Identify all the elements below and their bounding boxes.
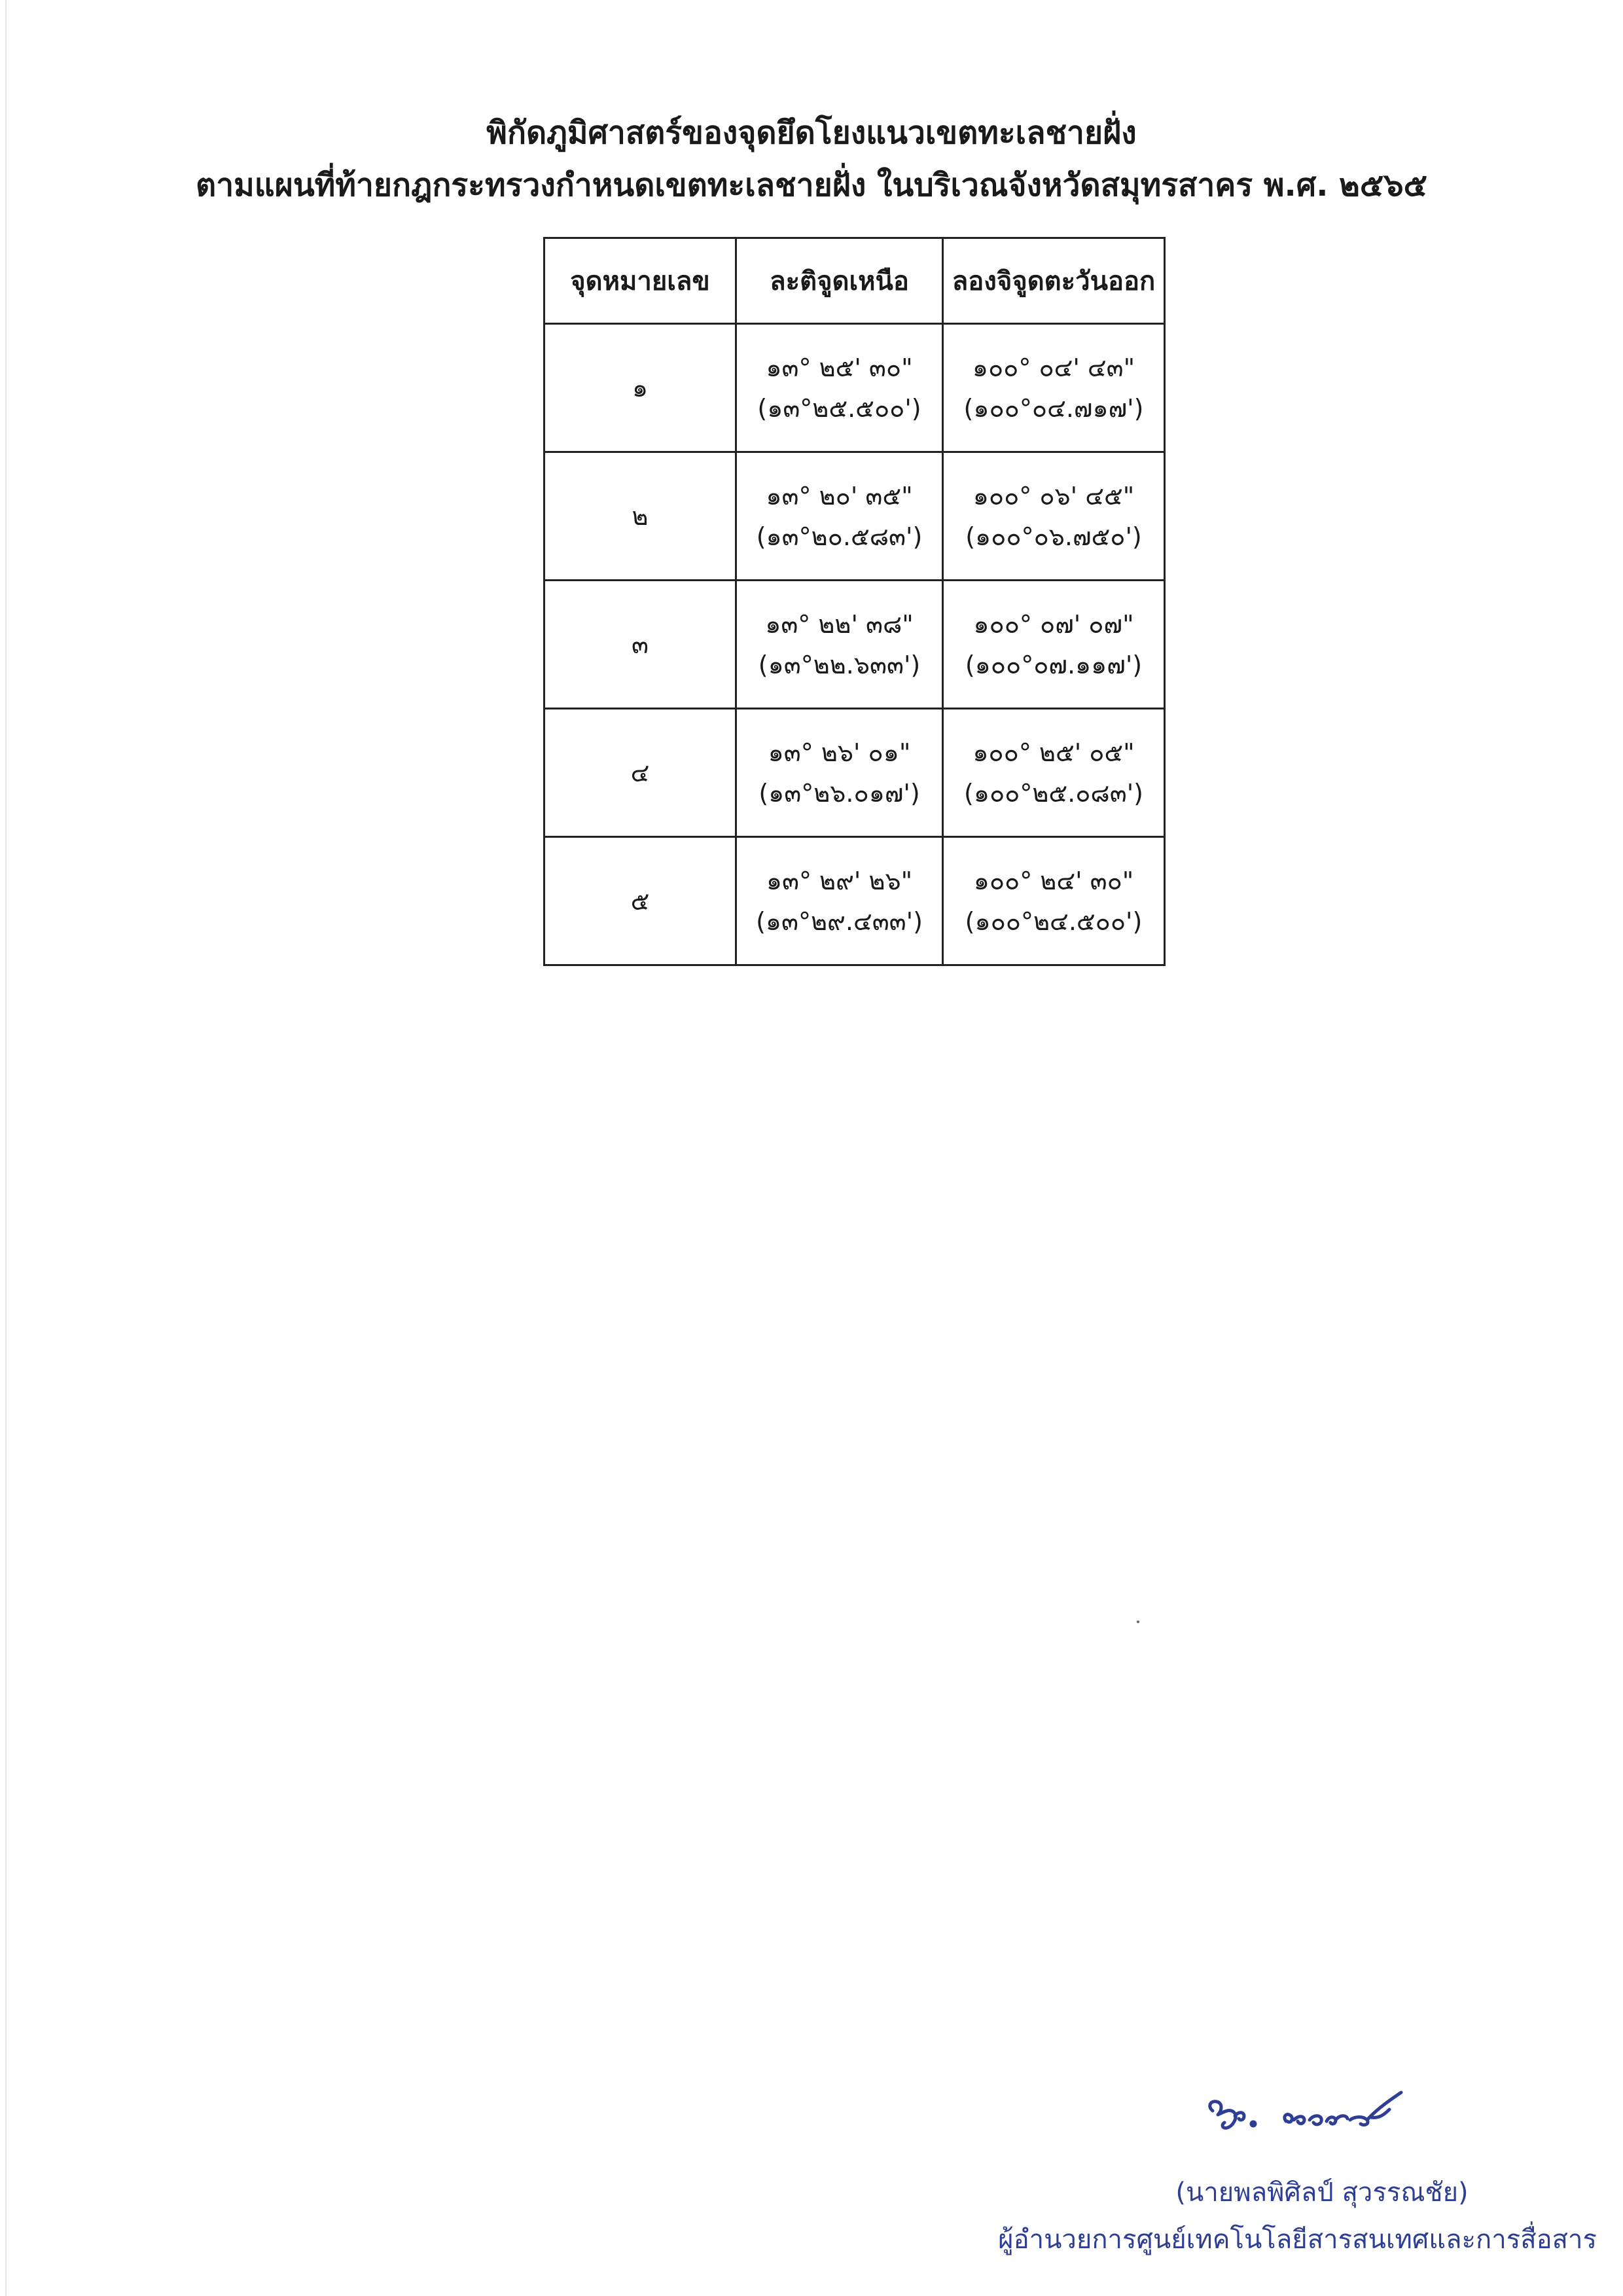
latitude-dms: ๑๓° ๒๐' ๓๕"	[766, 481, 913, 511]
latitude-cell	[736, 324, 943, 452]
latitude-cell	[736, 709, 943, 837]
signer-position: ผู้อำนวยการศูนย์เทคโนโลยีสารสนเทศและการสื่อสาร	[998, 2225, 1597, 2255]
latitude-decimal: (๑๓°๒๒.๖๓๓')	[758, 650, 921, 679]
longitude-cell	[943, 709, 1165, 837]
coordinates-table	[543, 237, 1166, 966]
latitude-decimal: (๑๓°๒๕.๕๐๐')	[757, 393, 921, 423]
longitude-decimal: (๑๐๐°๐๗.๑๑๗')	[965, 650, 1143, 679]
point-number-cell: ๓	[544, 581, 736, 709]
point-number-cell: ๕	[544, 837, 736, 965]
longitude-cell	[943, 837, 1165, 965]
table-row	[544, 837, 1165, 965]
latitude-dms: ๑๓° ๒๖' ๐๑"	[768, 738, 911, 767]
point-number-cell: ๔	[544, 709, 736, 837]
latitude-dms: ๑๓° ๒๒' ๓๘"	[765, 609, 914, 639]
latitude-decimal: (๑๓°๒๖.๐๑๗')	[758, 778, 920, 808]
longitude-dms: ๑๐๐° ๐๖' ๔๕"	[972, 481, 1135, 511]
table-row	[544, 452, 1165, 581]
longitude-dms: ๑๐๐° ๒๕' ๐๕"	[972, 738, 1135, 767]
longitude-cell	[943, 452, 1165, 581]
handwritten-signature	[1201, 2078, 1469, 2150]
table-row	[544, 709, 1165, 837]
longitude-decimal: (๑๐๐°๒๕.๐๘๓')	[964, 778, 1143, 808]
latitude-dms: ๑๓° ๒๙' ๒๖"	[766, 866, 913, 895]
document-title-line-1: พิกัดภูมิศาสตร์ของจุดยึดโยงแนวเขตทะเลชายฝั่ง	[486, 115, 1137, 151]
document-title-line-2: ตามแผนที่ท้ายกฎกระทรวงกำหนดเขตทะเลชายฝั่ง ในบริเวณจังหวัดสมุทรสาคร พ.ศ. ๒๕๖๕	[196, 167, 1427, 204]
latitude-dms: ๑๓° ๒๕' ๓๐"	[766, 353, 913, 382]
longitude-cell	[943, 581, 1165, 709]
longitude-decimal: (๑๐๐°๒๔.๕๐๐')	[965, 906, 1143, 936]
latitude-decimal: (๑๓°๒๐.๕๘๓')	[756, 522, 923, 551]
longitude-decimal: (๑๐๐°๐๖.๗๕๐')	[965, 522, 1142, 551]
longitude-dms: ๑๐๐° ๐๔' ๔๓"	[972, 353, 1135, 382]
longitude-dms: ๑๐๐° ๒๔' ๓๐"	[973, 866, 1134, 895]
header-point-number: จุดหมายเลข	[544, 238, 736, 324]
signer-name: (นายพลพิศิลป์ สุวรรณชัย)	[1175, 2178, 1469, 2208]
scan-speck	[1137, 1621, 1139, 1623]
table-row	[544, 324, 1165, 452]
point-number-cell: ๑	[544, 324, 736, 452]
longitude-cell	[943, 324, 1165, 452]
longitude-decimal: (๑๐๐°๐๔.๗๑๗')	[963, 393, 1144, 423]
table-header-row	[544, 238, 1165, 324]
header-latitude: ละติจูดเหนือ	[736, 238, 943, 324]
latitude-decimal: (๑๓°๒๙.๔๓๓')	[756, 906, 923, 936]
latitude-cell	[736, 581, 943, 709]
table-row	[544, 581, 1165, 709]
point-number-cell: ๒	[544, 452, 736, 581]
scan-page-edge	[5, 0, 7, 2296]
latitude-cell	[736, 452, 943, 581]
latitude-cell	[736, 837, 943, 965]
longitude-dms: ๑๐๐° ๐๗' ๐๗"	[973, 609, 1134, 639]
header-longitude: ลองจิจูดตะวันออก	[943, 238, 1165, 324]
